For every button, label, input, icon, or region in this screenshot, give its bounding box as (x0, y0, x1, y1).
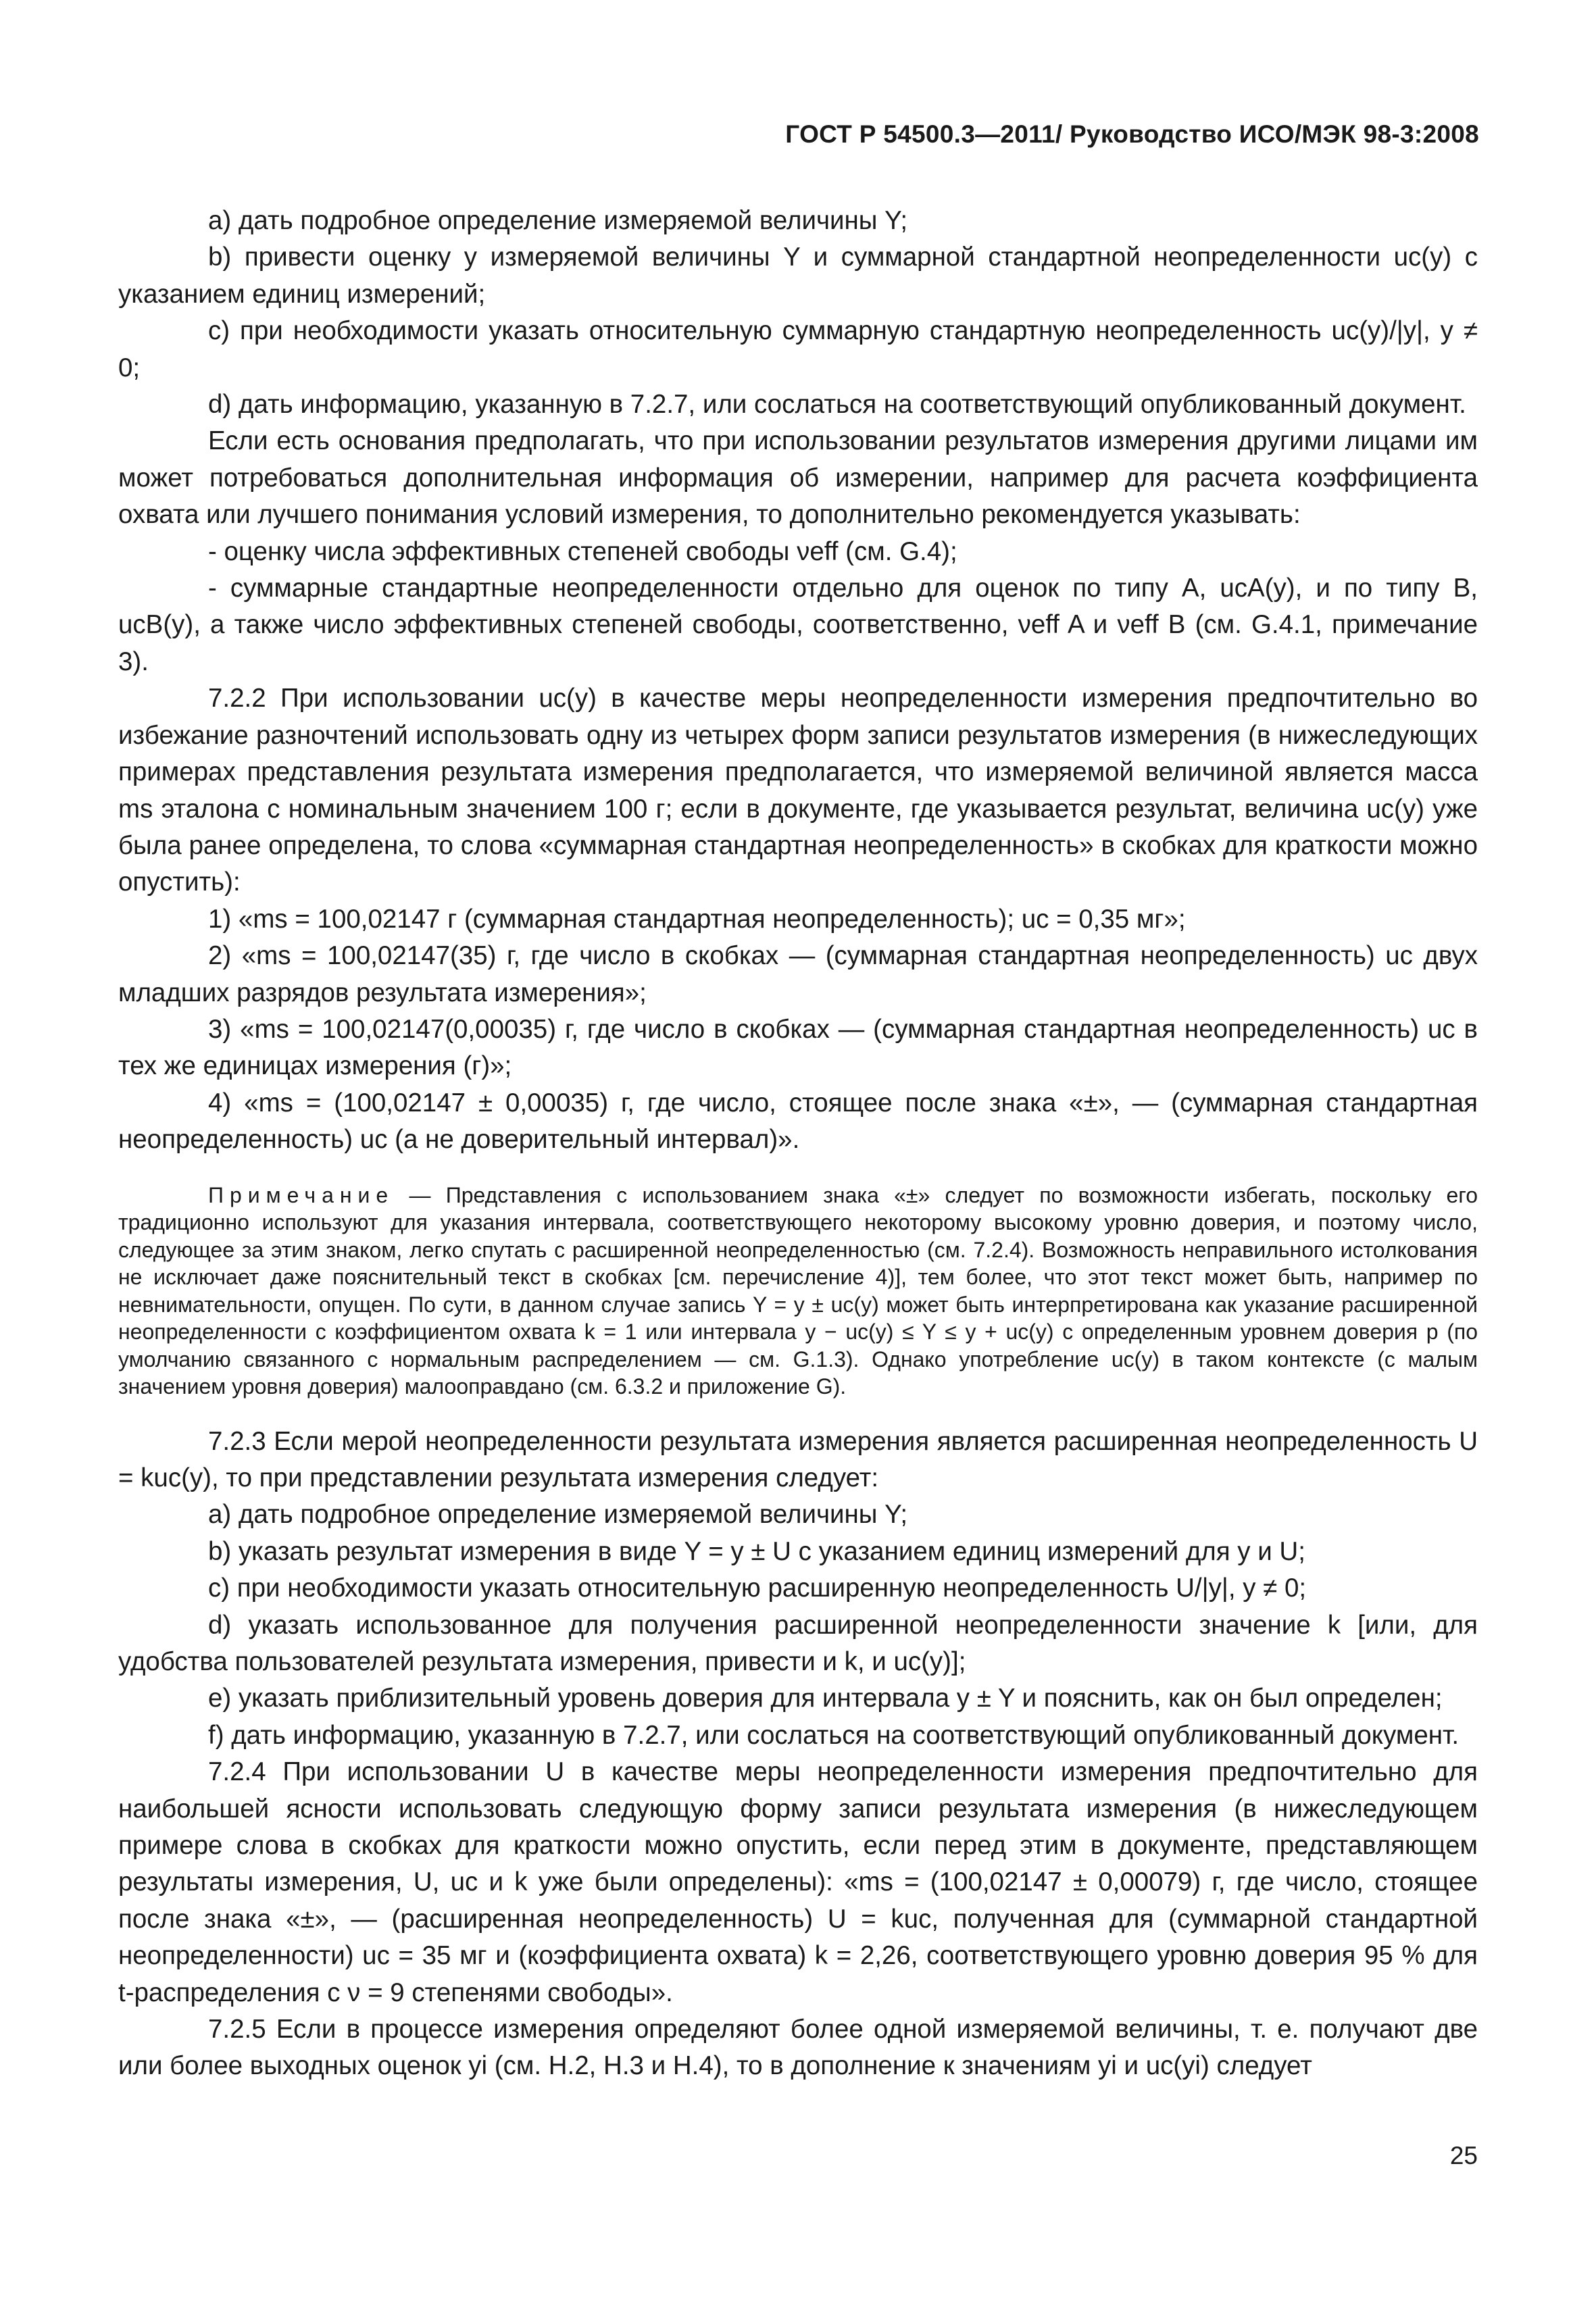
paragraph: 4) «ms = (100,02147 ± 0,00035) г, где число, стоящее после знака «±», — (суммарная стандартная неопределенность) uc (а не доверительный интервал)». (118, 1088, 1478, 1155)
paragraph: 2) «ms = 100,02147(35) г, где число в скобках — (суммарная стандартная неопределенность) uc двух младших разрядов результата измерения»; (118, 941, 1478, 1007)
paragraph: f) дать информацию, указанную в 7.2.7, или сослаться на соответствующий опубликованный документ. (208, 1720, 1460, 1750)
page-header: ГОСТ Р 54500.3—2011/ Руководство ИСО/МЭК 98-3:2008 (785, 120, 1479, 148)
paragraph: a) дать подробное определение измеряемой величины Y; (208, 1500, 908, 1530)
paragraph: - оценку числа эффективных степеней свободы νeff (см. G.4); (208, 536, 957, 566)
paragraph: a) дать подробное определение измеряемой величины Y; (208, 206, 908, 235)
note-text: — Представления с использованием знака «±» следует по возможности избегать, поскольку его традиционно используют для указания интервала, соответствующего некоторому высокому уровню доверия, и поэтому число, следующее за этим знаком, легко спутать с расширенной неопределенностью (см. 7.2.4). Возможность неправильного истолкования не исключает даже пояснительный текст в скобках [см. перечисление 4)], тем более, что этот текст может быть, например по невнимательности, опущен. По сути, в данном случае запись Y = y ± uc(y) может быть интерпретирована как указание расширенной неопределенности с коэффициентом охвата k = 1 или интервала y − uc(y) ≤ Y ≤ y + uc(y) с определенным уровнем доверия p (по умолчанию связанного с нормальным распределением — см. G.1.3). Однако употребление uc(y) в таком контексте (с малым значением уровня доверия) малооправдано (см. 6.3.2 и приложение G). (118, 1182, 1478, 1399)
paragraph: - суммарные стандартные неопределенности отдельно для оценок по типу А, ucA(y), и по типу В, ucB(y), а также число эффективных степеней свободы, соответственно, νeff A и νeff B (см. G.4.1, примечание 3). (118, 574, 1478, 676)
paragraph: c) при необходимости указать относительную суммарную стандартную неопределенность uc(y)/|y|, y ≠ 0; (118, 316, 1478, 382)
paragraph: 7.2.3 Если мерой неопределенности результата измерения является расширенная неопределенность U = kuc(y), то при представлении результата измерения следует: (118, 1426, 1478, 1492)
note-label: Примечание (208, 1182, 395, 1207)
paragraph: c) при необходимости указать относительную расширенную неопределенность U/|y|, y ≠ 0; (208, 1574, 1307, 1603)
paragraph: 3) «ms = 100,02147(0,00035) г, где число в скобках — (суммарная стандартная неопределенность) uc в тех же единицах измерения (г)»; (118, 1014, 1478, 1081)
paragraph: Если есть основания предполагать, что при использовании результатов измерения другими лицами им может потребоваться дополнительная информация об измерении, например для расчета коэффициента охвата или лучшего понимания условий измерения, то дополнительно рекомендуется указывать: (118, 426, 1478, 530)
paragraph: 7.2.5 Если в процессе измерения определяют более одной измеряемой величины, т. е. получают две или более выходных оценок yi (см. H.2, H.3 и H.4), то в дополнение к значениям yi и uc(yi) следует (118, 2015, 1478, 2081)
paragraph: 7.2.2 При использовании uc(y) в качестве меры неопределенности измерения предпочтительно во избежание разночтений использовать одну из четырех форм записи результатов измерения (в нижеследующих примерах представления результата измерения предполагается, что измеряемой величиной является масса ms эталона с номинальным значением 100 г; если в документе, где указывается результат, величина uc(y) уже была ранее определена, то слова «суммарная стандартная неопределенность» в скобках для краткости можно опустить): (118, 684, 1478, 897)
note-block (118, 1182, 1478, 1401)
paragraph: 1) «ms = 100,02147 г (суммарная стандартная неопределенность); uc = 0,35 мг»; (208, 904, 1186, 934)
document-body (118, 203, 1478, 2085)
paragraph: d) указать использованное для получения расширенной неопределенности значение k [или, для удобства пользователей результата измерения, привести и k, и uc(y)]; (118, 1610, 1478, 1676)
paragraph: e) указать приблизительный уровень доверия для интервала y ± Y и пояснить, как он был определен; (208, 1684, 1443, 1713)
paragraph: 7.2.4 При использовании U в качестве меры неопределенности измерения предпочтительно для наибольшей ясности использовать следующую форму записи результата измерения (в нижеследующем примере слова в скобках для краткости можно опустить, если перед этим в документе, представляющем результаты измерения, U, uc и k уже были определены): «ms = (100,02147 ± 0,00079) г, где число, стоящее после знака «±», — (расширенная неопределенность) U = kuc, полученная для (суммарной стандартной неопределенности) uc = 35 мг и (коэффициента охвата) k = 2,26, соответствующего уровню доверия 95 % для t-распределения с ν = 9 степенями свободы». (118, 1757, 1478, 2007)
paragraph: b) указать результат измерения в виде Y = y ± U с указанием единиц измерений для y и U; (208, 1536, 1305, 1566)
note-paragraph (118, 1182, 1478, 1401)
paragraph: d) дать информацию, указанную в 7.2.7, или сослаться на соответствующий опубликованный документ. (208, 390, 1466, 420)
page-number: 25 (1449, 2142, 1478, 2169)
paragraph: b) привести оценку y измеряемой величины Y и суммарной стандартной неопределенности uc(y) с указанием единиц измерений; (118, 243, 1478, 309)
